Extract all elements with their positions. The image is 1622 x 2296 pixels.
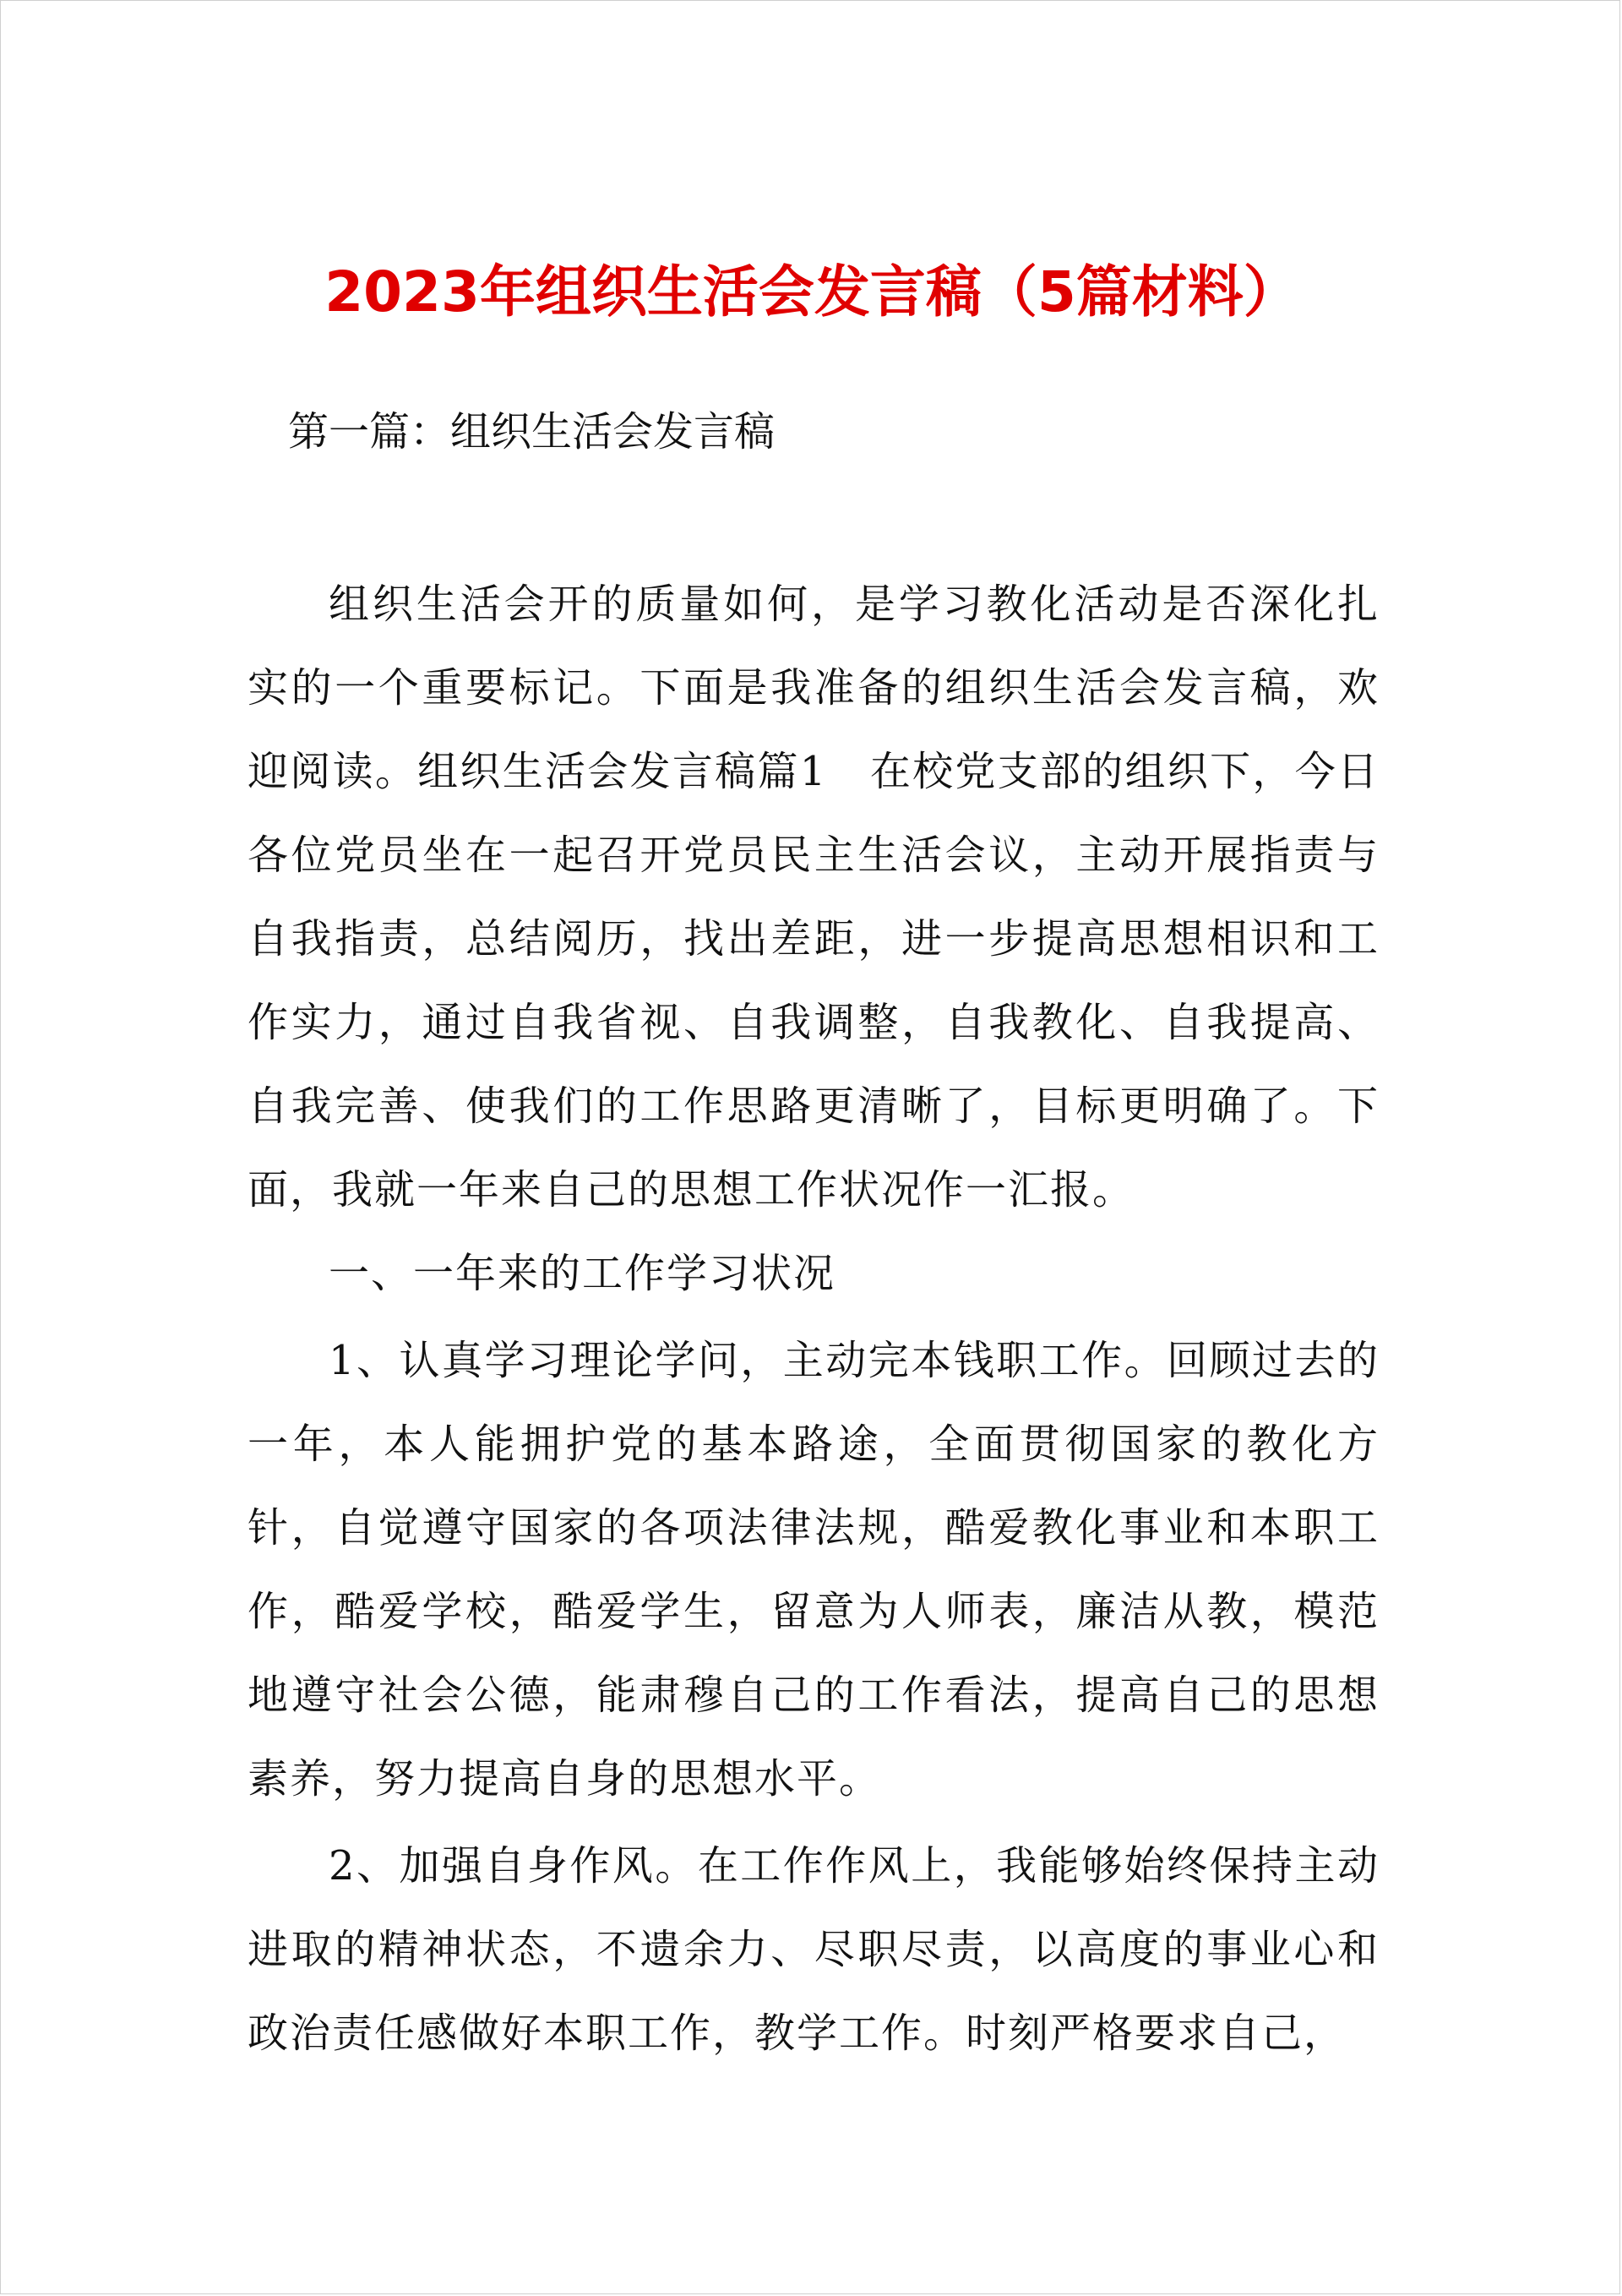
item-2-paragraph: 2、加强自身作风。在工作作风上，我能够始终保持主动进取的精神状态，不遗余力、尽职尽责，以高度的事业心和政治责任感做好本职工作，教学工作。时刻严格要求自己，	[248, 1842, 1380, 2057]
section-heading: 一、一年来的工作学习状况	[329, 1250, 836, 1297]
document-body	[248, 563, 1380, 2075]
section-subtitle: 第一篇：组织生活会发言稿	[288, 408, 776, 455]
intro-paragraph: 组织生活会开的质量如何，是学习教化活动是否深化扎实的一个重要标记。下面是我准备的组织生活会发言稿，欢迎阅读。组织生活会发言稿篇1 在校党支部的组织下，今日各位党员坐在一起召开党员民主生活会议，主动开展指责与自我指责，总结阅历，找出差距，进一步提高思想相识和工作实力，通过自我省视、自我调整，自我教化、自我提高、自我完善、使我们的工作思路更清晰了，目标更明确了。下面，我就一年来自己的思想工作状况作一汇报。	[248, 581, 1380, 1213]
document-title: 2023年组织生活会发言稿（5篇材料）	[324, 259, 1299, 324]
item-1-paragraph: 1、认真学习理论学问，主动完本钱职工作。回顾过去的一年，本人能拥护党的基本路途，全面贯彻国家的教化方针，自觉遵守国家的各项法律法规，酷爱教化事业和本职工作，酷爱学校，酷爱学生，留意为人师表，廉洁从教，模范地遵守社会公德，能肃穆自己的工作看法，提高自己的思想素养，努力提高自身的思想水平。	[248, 1337, 1380, 1802]
